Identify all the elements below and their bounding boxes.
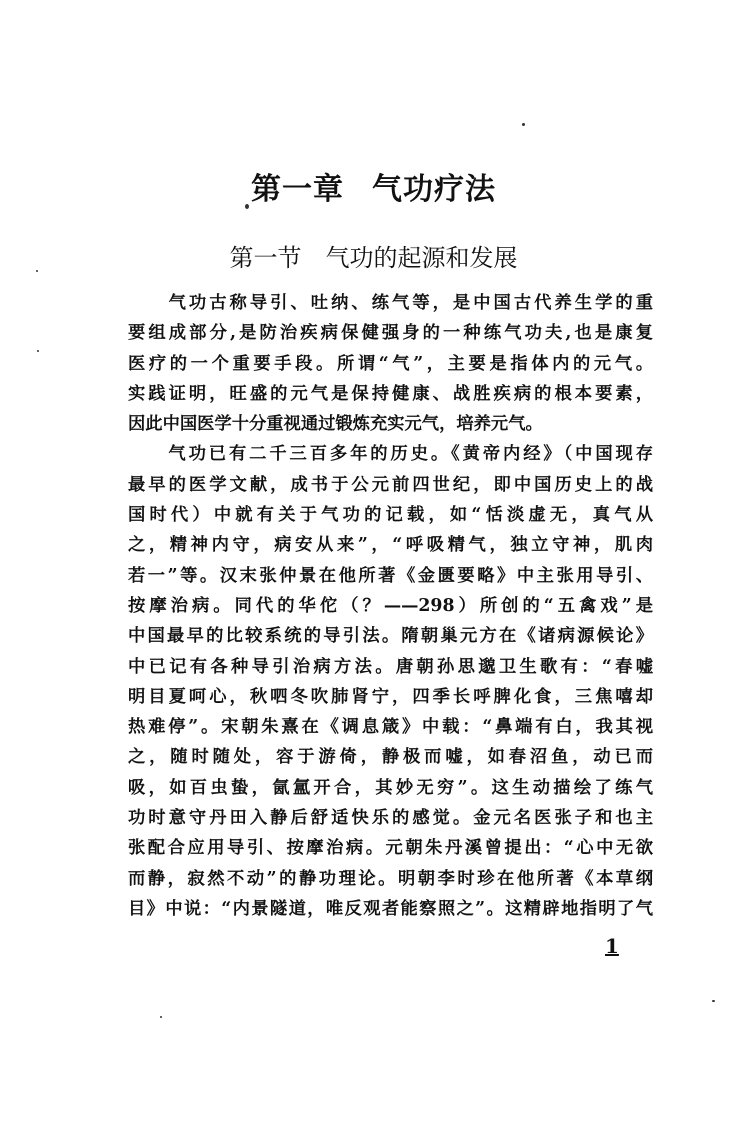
section-number: 第一节 — [229, 244, 302, 272]
text-line: 医疗的一个重要手段。所谓“气”，主要是指体内的元气。 — [128, 353, 653, 374]
scan-speck — [245, 204, 249, 209]
text-line: 国时代）中就有关于气功的记载，如“恬淡虚无，真气从 — [128, 505, 653, 526]
text-line: 若一”等。汉末张仲景在他所著《金匮要略》中主张用导引、 — [128, 565, 653, 586]
text-line: 明目夏呵心，秋呬冬吹肺肾宁，四季长呼脾化食，三焦嘻却 — [128, 686, 653, 707]
text-line: 中国最早的比较系统的导引法。隋朝巢元方在《诸病源候论》 — [128, 626, 653, 647]
chapter-title: 气功疗法 — [372, 172, 496, 207]
text-line: 热难停”。宋朝朱熹在《调息箴》中载：“鼻端有白，我其视 — [128, 717, 653, 738]
scan-speck — [522, 123, 525, 126]
section-heading — [0, 238, 747, 273]
scan-speck — [160, 1016, 162, 1018]
paragraph-2 — [128, 439, 653, 924]
text-line: 气功古称导引、吐纳、练气等，是中国古代养生学的重 — [128, 293, 653, 313]
text-line: 中已记有各种导引治病方法。唐朝孙思邈卫生歌有：“春嘘 — [128, 656, 653, 677]
text-line: 功时意守丹田入静后舒适快乐的感觉。金元名医张子和也主 — [128, 808, 653, 829]
text-line: 而静，寂然不动”的静功理论。明朝李时珍在他所著《本草纲 — [128, 868, 653, 889]
scan-speck — [37, 350, 39, 352]
text-line: 张配合应用导引、按摩治病。元朝朱丹溪曾提出：“心中无欲 — [128, 838, 653, 859]
text-line: 实践证明，旺盛的元气是保持健康、战胜疾病的根本要素， — [128, 383, 653, 404]
chapter-heading — [0, 164, 747, 208]
text-line: 气功已有二千三百多年的历史。《黄帝内经》（中国现存 — [128, 444, 653, 465]
body-text — [128, 288, 653, 924]
chapter-number: 第一章 — [251, 172, 344, 207]
text-line: 目》中说：“内景隧道，唯反观者能察照之”。这精辟地指明了气 — [128, 898, 653, 919]
text-line: 按摩治病。同代的华佗（？——298）所创的“五禽戏”是 — [128, 595, 653, 616]
text-line: 因此中国医学十分重视通过锻炼充实元气，培养元气。 — [128, 414, 543, 435]
scan-speck — [36, 270, 38, 272]
text-line: 吸，如百虫蛰，氤氲开合，其妙无穷”。这生动描绘了练气 — [128, 777, 653, 798]
scan-speck — [712, 1000, 715, 1002]
text-line: 之，精神内守，病安从来”，“呼吸精气，独立守神，肌肉 — [128, 535, 653, 556]
section-title: 气功的起源和发展 — [325, 244, 518, 272]
paragraph-1 — [128, 288, 653, 439]
text-line: 最早的医学文献，成书于公元前四世纪，即中国历史上的战 — [128, 474, 653, 495]
text-line: 要组成部分,是防治疾病保健强身的一种练气功夫,也是康复 — [128, 323, 653, 344]
page-number: 1 — [605, 934, 619, 958]
text-line: 之，随时随处，容于游倚，静极而嘘，如春沼鱼，动已而 — [128, 747, 653, 768]
